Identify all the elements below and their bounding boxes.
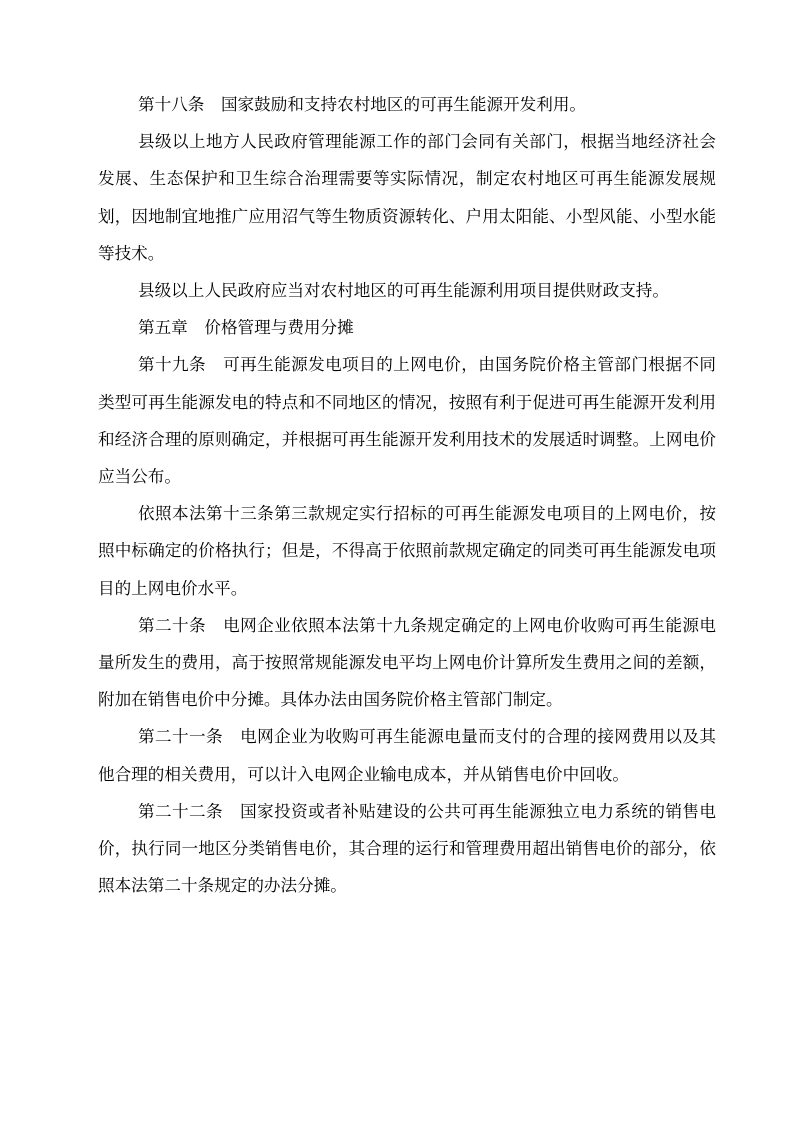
article-heading: 第二十条 [138, 615, 207, 635]
chapter-heading [98, 309, 716, 346]
paragraph-text: 电网企业为收购可再生能源电量而支付的合理的接网费用以及其他合理的相关费用，可以计入电网企业输电成本，并从销售电价中回收。 [98, 727, 717, 784]
article-heading: 第二十二条 [138, 801, 224, 821]
paragraph-article-22 [98, 793, 716, 905]
article-heading: 第十八条 [138, 95, 205, 114]
paragraph-article-20 [98, 607, 716, 719]
paragraph-text: 可再生能源发电项目的上网电价，由国务院价格主管部门根据不同类型可再生能源发电的特点和不同地区的情况，按照有利于促进可再生能源开发利用和经济合理的原则确定，并根据可再生能源开发利用技术的发展适时调整。上网电价应当公布。 [98, 355, 717, 487]
paragraph-article-19-clause-2 [98, 495, 716, 607]
paragraph-text: 电网企业依照本法第十九条规定确定的上网电价收购可再生能源电量所发生的费用，高于按照常规能源发电平均上网电价计算所发生费用之间的差额，附加在销售电价中分摊。具体办法由国务院价格主管部门制定。 [98, 615, 717, 710]
paragraph-text: 国家鼓励和支持农村地区的可再生能源开发利用。 [220, 95, 587, 114]
paragraph-article-18 [98, 86, 716, 123]
paragraph-article-18-clause-3 [98, 272, 716, 309]
paragraph-article-21 [98, 718, 716, 792]
chapter-number: 第五章 [138, 318, 188, 338]
paragraph-text: 依照本法第十三条第三款规定实行招标的可再生能源发电项目的上网电价，按照中标确定的价格执行；但是，不得高于依照前款规定确定的同类可再生能源发电项目的上网电价水平。 [98, 504, 716, 598]
paragraph-text: 县级以上地方人民政府管理能源工作的部门会同有关部门，根据当地经济社会发展、生态保护和卫生综合治理需要等实际情况，制定农村地区可再生能源发展规划，因地制宜地推广应用沼气等生物质资源转化、户用太阳能、小型风能、小型水能等技术。 [98, 132, 716, 263]
paragraph-article-19 [98, 346, 716, 495]
paragraph-article-18-clause-2 [98, 123, 716, 272]
paragraph-text: 县级以上人民政府应当对农村地区的可再生能源利用项目提供财政支持。 [138, 281, 669, 301]
article-heading: 第十九条 [138, 355, 207, 375]
article-heading: 第二十一条 [138, 727, 224, 747]
document-body [98, 86, 716, 904]
paragraph-text: 国家投资或者补贴建设的公共可再生能源独立电力系统的销售电价，执行同一地区分类销售电价，其合理的运行和管理费用超出销售电价的部分，依照本法第二十条规定的办法分摊。 [98, 801, 717, 896]
chapter-title: 价格管理与费用分摊 [204, 318, 354, 338]
